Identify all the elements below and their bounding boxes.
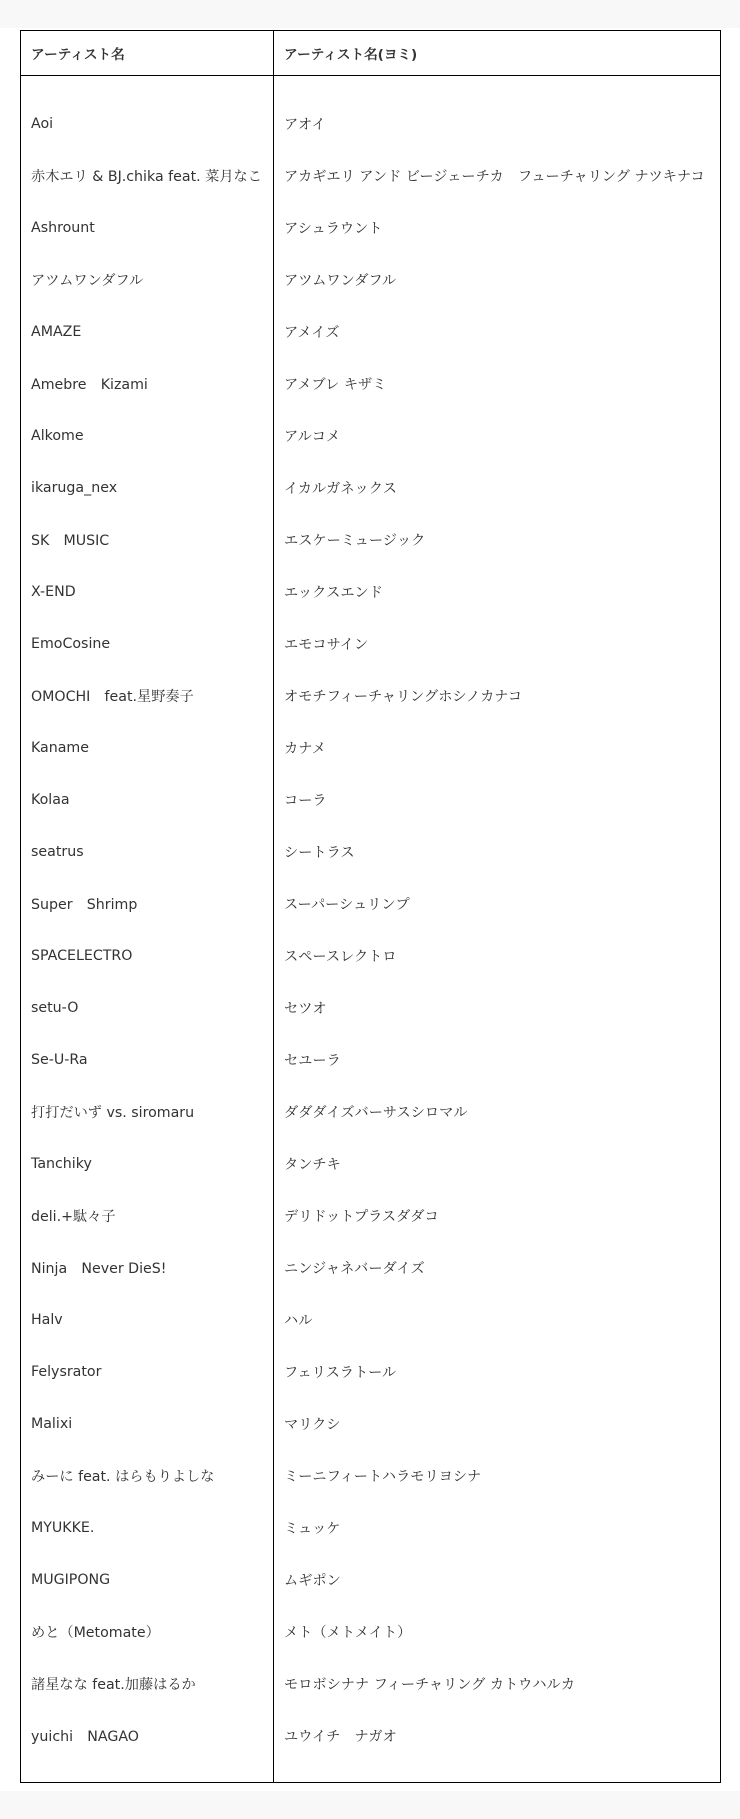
table-row: [21, 98, 721, 150]
artist-name-cell: めと（Metomate）: [21, 1606, 274, 1658]
artist-reading-cell: エスケーミュージック: [274, 514, 721, 566]
artist-reading-cell: スペースレクトロ: [274, 930, 721, 982]
artist-name-cell: Tanchiky: [21, 1138, 274, 1190]
artist-name-cell: 打打だいず vs. siromaru: [21, 1086, 274, 1138]
artist-name-cell: seatrus: [21, 826, 274, 878]
artist-reading-cell: スーパーシュリンプ: [274, 878, 721, 930]
table-row: [21, 722, 721, 774]
table-row: [21, 462, 721, 514]
spacer-cell: [274, 76, 721, 99]
artist-name-cell: Malixi: [21, 1398, 274, 1450]
artist-table: [20, 30, 721, 1783]
artist-name-cell: アツムワンダフル: [21, 254, 274, 306]
table-spacer-row: [21, 76, 721, 99]
artist-name-cell: EmoCosine: [21, 618, 274, 670]
table-row: [21, 566, 721, 618]
column-header-artist-name: アーティスト名: [21, 31, 274, 76]
table-row: [21, 826, 721, 878]
table-row: [21, 1190, 721, 1242]
artist-table-body: [21, 76, 721, 1783]
artist-reading-cell: アカギエリ アンド ビージェーチカ フューチャリング ナツキナコ: [274, 150, 721, 202]
artist-name-cell: X-END: [21, 566, 274, 618]
artist-reading-cell: タンチキ: [274, 1138, 721, 1190]
artist-name-cell: Kaname: [21, 722, 274, 774]
artist-name-cell: OMOCHI feat.星野奏子: [21, 670, 274, 722]
artist-reading-cell: アルコメ: [274, 410, 721, 462]
table-row: [21, 930, 721, 982]
page: [0, 28, 740, 1791]
artist-reading-cell: ダダダイズバーサスシロマル: [274, 1086, 721, 1138]
table-row: [21, 670, 721, 722]
table-row: [21, 358, 721, 410]
artist-reading-cell: カナメ: [274, 722, 721, 774]
table-row: [21, 982, 721, 1034]
header-row: [21, 31, 721, 76]
artist-reading-cell: メト（メトメイト）: [274, 1606, 721, 1658]
artist-name-cell: MYUKKE.: [21, 1502, 274, 1554]
table-row: [21, 1606, 721, 1658]
artist-reading-cell: アオイ: [274, 98, 721, 150]
artist-name-cell: MUGIPONG: [21, 1554, 274, 1606]
artist-name-cell: deli.+駄々子: [21, 1190, 274, 1242]
artist-name-cell: Amebre Kizami: [21, 358, 274, 410]
column-header-artist-reading: アーティスト名(ヨミ): [274, 31, 721, 76]
table-row: [21, 1138, 721, 1190]
artist-name-cell: yuichi NAGAO: [21, 1710, 274, 1762]
table-row: [21, 410, 721, 462]
table-row: [21, 202, 721, 254]
artist-reading-cell: ニンジャネバーダイズ: [274, 1242, 721, 1294]
table-row: [21, 1294, 721, 1346]
artist-reading-cell: エックスエンド: [274, 566, 721, 618]
table-row: [21, 254, 721, 306]
table-row: [21, 1034, 721, 1086]
artist-name-cell: Aoi: [21, 98, 274, 150]
table-row: [21, 1554, 721, 1606]
artist-reading-cell: アシュラウント: [274, 202, 721, 254]
table-row: [21, 878, 721, 930]
spacer-cell: [21, 76, 274, 99]
table-row: [21, 514, 721, 566]
artist-reading-cell: モロボシナナ フィーチャリング カトウハルカ: [274, 1658, 721, 1710]
artist-name-cell: Alkome: [21, 410, 274, 462]
table-row: [21, 618, 721, 670]
artist-table-header: [21, 31, 721, 76]
table-row: [21, 1658, 721, 1710]
artist-name-cell: Felysrator: [21, 1346, 274, 1398]
table-row: [21, 150, 721, 202]
artist-reading-cell: ミーニフィートハラモリヨシナ: [274, 1450, 721, 1502]
table-row: [21, 1450, 721, 1502]
padding-cell: [21, 1762, 274, 1783]
artist-reading-cell: シートラス: [274, 826, 721, 878]
artist-name-cell: Ninja Never DieS!: [21, 1242, 274, 1294]
artist-name-cell: SK MUSIC: [21, 514, 274, 566]
artist-name-cell: Se-U-Ra: [21, 1034, 274, 1086]
artist-reading-cell: フェリスラトール: [274, 1346, 721, 1398]
artist-name-cell: AMAZE: [21, 306, 274, 358]
artist-reading-cell: イカルガネックス: [274, 462, 721, 514]
artist-reading-cell: ミュッケ: [274, 1502, 721, 1554]
artist-name-cell: 赤木エリ & BJ.chika feat. 菜月なこ: [21, 150, 274, 202]
artist-reading-cell: ムギポン: [274, 1554, 721, 1606]
artist-name-cell: Kolaa: [21, 774, 274, 826]
padding-cell: [274, 1762, 721, 1783]
table-row: [21, 1398, 721, 1450]
artist-name-cell: ikaruga_nex: [21, 462, 274, 514]
artist-name-cell: SPACELECTRO: [21, 930, 274, 982]
artist-name-cell: みーに feat. はらもりよしな: [21, 1450, 274, 1502]
artist-name-cell: Halv: [21, 1294, 274, 1346]
artist-reading-cell: ハル: [274, 1294, 721, 1346]
table-row: [21, 1502, 721, 1554]
artist-reading-cell: アメブレ キザミ: [274, 358, 721, 410]
artist-name-cell: Super Shrimp: [21, 878, 274, 930]
table-row: [21, 1710, 721, 1762]
artist-reading-cell: オモチフィーチャリングホシノカナコ: [274, 670, 721, 722]
artist-reading-cell: セユーラ: [274, 1034, 721, 1086]
artist-reading-cell: コーラ: [274, 774, 721, 826]
table-row: [21, 774, 721, 826]
artist-reading-cell: アメイズ: [274, 306, 721, 358]
artist-reading-cell: デリドットプラスダダコ: [274, 1190, 721, 1242]
artist-name-cell: setu-O: [21, 982, 274, 1034]
artist-reading-cell: エモコサイン: [274, 618, 721, 670]
table-end-padding-row: [21, 1762, 721, 1783]
table-row: [21, 1242, 721, 1294]
artist-reading-cell: マリクシ: [274, 1398, 721, 1450]
artist-reading-cell: アツムワンダフル: [274, 254, 721, 306]
table-row: [21, 1346, 721, 1398]
artist-reading-cell: ユウイチ ナガオ: [274, 1710, 721, 1762]
table-row: [21, 1086, 721, 1138]
artist-reading-cell: セツオ: [274, 982, 721, 1034]
artist-name-cell: Ashrount: [21, 202, 274, 254]
table-row: [21, 306, 721, 358]
artist-name-cell: 諸星なな feat.加藤はるか: [21, 1658, 274, 1710]
